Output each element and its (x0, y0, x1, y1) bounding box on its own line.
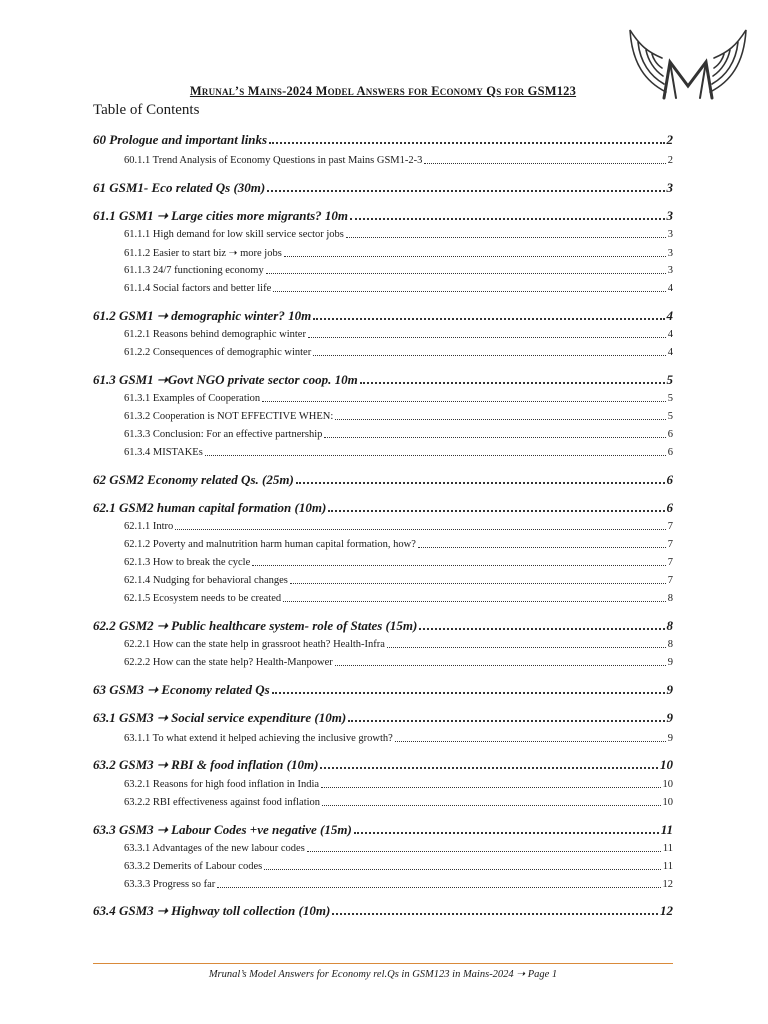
toc-leader-dots (308, 337, 666, 338)
toc-entry-subsection[interactable] (124, 229, 673, 240)
toc-leader-dots (335, 419, 665, 420)
toc-leader-dots (321, 787, 660, 788)
toc-leader-dots (313, 355, 666, 356)
toc-leader-dots (322, 805, 660, 806)
toc-entry-subsection[interactable] (124, 347, 673, 358)
toc-page-number: 10 (660, 757, 673, 772)
toc-leader-dots (354, 832, 659, 834)
toc-page-number: 6 (667, 429, 673, 440)
toc-entry-section[interactable] (93, 682, 673, 698)
toc-page-number: 11 (660, 822, 673, 837)
toc-page-number: 6 (666, 500, 673, 515)
toc-leader-dots (267, 190, 664, 192)
toc-entry-subsection[interactable] (124, 329, 673, 340)
toc-leader-dots (424, 163, 665, 164)
toc-entry-subsection[interactable] (124, 521, 673, 532)
toc-entry-section[interactable] (93, 308, 673, 324)
toc-entry-title: 62.2.1 How can the state help in grassroot heath? Health-Infra (124, 639, 385, 650)
toc-leader-dots (269, 142, 664, 144)
toc-page-number: 7 (667, 575, 673, 586)
toc-entry-subsection[interactable] (124, 733, 673, 744)
toc-entry-subsection[interactable] (124, 779, 673, 790)
toc-entry-section[interactable] (93, 208, 673, 224)
toc-entry-section[interactable] (93, 710, 673, 726)
toc-page-number: 12 (662, 879, 673, 890)
toc-entry-section[interactable] (93, 500, 673, 516)
toc-entry-title: 62.1.5 Ecosystem needs to be created (124, 593, 282, 604)
toc-entry-title: 60 Prologue and important links (93, 132, 268, 147)
toc-entry-subsection[interactable] (124, 879, 673, 890)
toc-page-number: 7 (667, 557, 673, 568)
document-title: Mrunal’s Mains-2024 Model Answers for Economy Qs for GSM123 (189, 84, 577, 98)
toc-page-number: 9 (667, 733, 673, 744)
toc-entry-subsection[interactable] (124, 283, 673, 294)
toc-entry-title: 63.1.1 To what extend it helped achieving the inclusive growth? (124, 733, 393, 744)
toc-leader-dots (205, 455, 666, 456)
toc-entry-title: 63.3.3 Progress so far (124, 879, 216, 890)
toc-page-number: 3 (667, 229, 673, 240)
toc-entry-subsection[interactable] (124, 429, 673, 440)
toc-entry-subsection[interactable] (124, 539, 673, 550)
toc-leader-dots (296, 482, 665, 484)
toc-entry-title: 61.3.3 Conclusion: For an effective partnership (124, 429, 323, 440)
toc-entry-subsection[interactable] (124, 247, 673, 259)
toc-leader-dots (266, 273, 666, 274)
toc-leader-dots (283, 601, 666, 602)
toc-page-number: 8 (666, 618, 673, 633)
toc-leader-dots (350, 218, 664, 220)
toc-page-number: 11 (662, 843, 673, 854)
toc-page-number: 4 (667, 347, 673, 358)
toc-entry-title: 63 GSM3 ➝ Economy related Qs (93, 682, 270, 697)
toc-entry-subsection[interactable] (124, 593, 673, 604)
toc-entry-section[interactable] (93, 372, 673, 388)
toc-leader-dots (262, 401, 666, 402)
toc-entry-subsection[interactable] (124, 557, 673, 568)
toc-entry-title: 61.3.4 MISTAKEs (124, 447, 203, 458)
toc-entry-subsection[interactable] (124, 797, 673, 808)
toc-entry-subsection[interactable] (124, 393, 673, 404)
toc-entry-subsection[interactable] (124, 575, 673, 586)
toc-page-number: 10 (662, 797, 673, 808)
toc-entry-title: 61.1.1 High demand for low skill service sector jobs (124, 229, 344, 240)
toc-entry-title: 61.1 GSM1 ➝ Large cities more migrants? 10m (93, 208, 349, 223)
toc-leader-dots (307, 851, 661, 852)
toc-entry-title: 61.3.2 Cooperation is NOT EFFECTIVE WHEN: (124, 411, 334, 422)
toc-leader-dots (272, 692, 665, 694)
toc-leader-dots (332, 913, 658, 915)
toc-page-number: 3 (666, 208, 673, 223)
toc-entry-section[interactable] (93, 903, 673, 919)
page-footer: Mrunal’s Model Answers for Economy rel.Qs in GSM123 in Mains-2024 ➝ Page 1 (208, 969, 558, 980)
toc-page-number: 7 (667, 539, 673, 550)
toc-entry-title: 62.1 GSM2 human capital formation (10m) (93, 500, 327, 515)
toc-entry-title: 62.1.3 How to break the cycle (124, 557, 251, 568)
toc-page-number: 11 (662, 861, 673, 872)
toc-leader-dots (419, 628, 664, 630)
toc-page-number: 4 (667, 283, 673, 294)
toc-page-number: 6 (666, 472, 673, 487)
toc-leader-dots (264, 869, 661, 870)
toc-entry-title: 61.3.1 Examples of Cooperation (124, 393, 261, 404)
toc-entry-title: 63.4 GSM3 ➝ Highway toll collection (10m) (93, 903, 331, 918)
toc-leader-dots (418, 547, 666, 548)
toc-leader-dots (346, 237, 666, 238)
toc-page-number: 8 (667, 639, 673, 650)
toc-entry-subsection[interactable] (124, 639, 673, 650)
toc-entry-title: 62.1.1 Intro (124, 521, 174, 532)
toc-leader-dots (284, 256, 666, 257)
toc-entry-title: 63.3.2 Demerits of Labour codes (124, 861, 263, 872)
toc-entry-title: 63.3.1 Advantages of the new labour codes (124, 843, 305, 854)
toc-entry-section[interactable] (93, 757, 673, 773)
toc-page-number: 3 (666, 180, 673, 195)
toc-entry-title: 62.2.2 How can the state help? Health-Manpower (124, 657, 333, 668)
toc-page-number: 7 (667, 521, 673, 532)
toc-leader-dots (335, 665, 666, 666)
toc-entry-subsection[interactable] (124, 861, 673, 872)
toc-page-number: 9 (666, 682, 673, 697)
toc-page-number: 5 (667, 411, 673, 422)
toc-page-number: 2 (666, 132, 673, 147)
toc-page-number: 5 (667, 393, 673, 404)
toc-page-number: 10 (662, 779, 673, 790)
toc-leader-dots (348, 720, 664, 722)
toc-entry-title: 61.2.1 Reasons behind demographic winter (124, 329, 306, 340)
toc-leader-dots (252, 565, 665, 566)
toc-entry-title: 62.1.2 Poverty and malnutrition harm human capital formation, how? (124, 539, 416, 550)
toc-leader-dots (360, 382, 665, 384)
toc-leader-dots (387, 647, 666, 648)
toc-entry-subsection[interactable] (124, 265, 673, 276)
toc-entry-section[interactable] (93, 180, 673, 196)
toc-entry-section[interactable] (93, 132, 673, 148)
toc-entry-title: 63.2.2 RBI effectiveness against food inflation (124, 797, 321, 808)
toc-entry-title: 62.2 GSM2 ➝ Public healthcare system- role of States (15m) (93, 618, 418, 633)
toc-page-number: 2 (667, 155, 673, 166)
toc-entry-section[interactable] (93, 822, 673, 838)
toc-page-number: 3 (667, 265, 673, 276)
footer-divider (93, 963, 673, 964)
toc-page-number: 9 (667, 657, 673, 668)
toc-entry-title: 60.1.1 Trend Analysis of Economy Questions in past Mains GSM1-2-3 (124, 155, 423, 166)
toc-entry-title: 63.2.1 Reasons for high food inflation in India (124, 779, 320, 790)
toc-leader-dots (313, 318, 664, 320)
toc-entry-title: 63.2 GSM3 ➝ RBI & food inflation (10m) (93, 757, 319, 772)
toc-entry-title: 61.1.3 24/7 functioning economy (124, 265, 264, 276)
toc-leader-dots (290, 583, 666, 584)
toc-entry-title: 61.1.2 Easier to start biz ➝ more jobs (124, 248, 282, 259)
toc-entry-title: 61.3 GSM1 ➝Govt NGO private sector coop. 10m (93, 372, 358, 387)
toc-leader-dots (324, 437, 665, 438)
toc-entry-title: 63.1 GSM3 ➝ Social service expenditure (10m) (93, 710, 347, 725)
toc-entry-title: 61.1.4 Social factors and better life (124, 283, 272, 294)
toc-leader-dots (217, 887, 660, 888)
toc-entry-title: 61.2 GSM1 ➝ demographic winter? 10m (93, 308, 312, 323)
toc-page-number: 8 (667, 593, 673, 604)
toc-entry-title: 61.2.2 Consequences of demographic winter (124, 347, 312, 358)
toc-entry-subsection[interactable] (124, 843, 673, 854)
toc-page-number: 6 (667, 447, 673, 458)
toc-entry-title: 63.3 GSM3 ➝ Labour Codes +ve negative (15m) (93, 822, 352, 837)
toc-entry-section[interactable] (93, 618, 673, 634)
toc-entry-section[interactable] (93, 472, 673, 488)
toc-page-number: 3 (667, 248, 673, 259)
toc-page-number: 4 (667, 329, 673, 340)
toc-entry-title: 61 GSM1- Eco related Qs (30m) (93, 180, 266, 195)
toc-leader-dots (395, 741, 666, 742)
toc-leader-dots (273, 291, 666, 292)
toc-entry-subsection[interactable] (124, 411, 673, 422)
toc-entry-subsection[interactable] (124, 657, 673, 668)
toc-page-number: 4 (666, 308, 673, 323)
toc-heading: Table of Contents (93, 102, 200, 118)
toc-leader-dots (320, 767, 658, 769)
toc-entry-subsection[interactable] (124, 447, 673, 458)
toc-leader-dots (328, 510, 664, 512)
toc-page-number: 12 (660, 903, 673, 918)
toc-page-number: 9 (666, 710, 673, 725)
toc-page-number: 5 (666, 372, 673, 387)
toc-entry-title: 62.1.4 Nudging for behavioral changes (124, 575, 288, 586)
toc-entry-title: 62 GSM2 Economy related Qs. (25m) (93, 472, 294, 487)
toc-leader-dots (175, 529, 665, 530)
toc-entry-subsection[interactable] (124, 155, 673, 166)
